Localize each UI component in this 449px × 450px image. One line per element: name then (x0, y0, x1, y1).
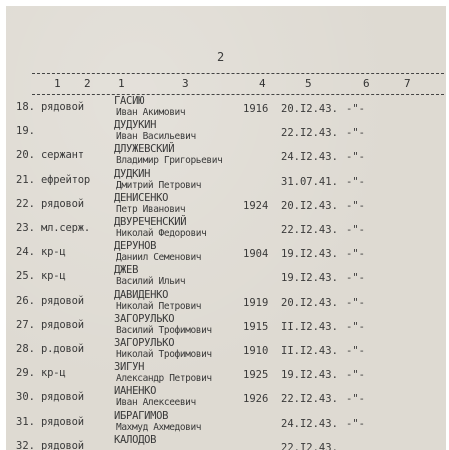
page-number: 2 (217, 50, 225, 64)
header-col-3: 3 (182, 77, 189, 90)
header-col-5: 5 (305, 77, 312, 90)
rank: кр-ц (41, 246, 66, 259)
ditto-mark: -"- (346, 248, 365, 261)
ditto-mark: -"- (346, 151, 365, 164)
birth-year: 1924 (243, 199, 269, 212)
row-number: 19. (16, 125, 35, 138)
rank: рядовой (41, 439, 84, 450)
date: 20.I2.43. (281, 296, 338, 309)
date: 24.I2.43. (281, 151, 338, 164)
rank: рядовой (41, 101, 84, 113)
birth-year: 1910 (243, 345, 269, 357)
surname: ИБРАГИМОВ (114, 409, 169, 422)
date: II.I2.43. (281, 345, 338, 357)
ditto-mark: -"- (346, 127, 365, 140)
header-col-1: 1 (54, 77, 61, 90)
row-number: 25. (16, 270, 35, 283)
ditto-mark: -"- (346, 345, 365, 357)
given-names: Даниил Семенович (116, 252, 202, 264)
ditto-mark: -"- (346, 296, 365, 309)
date: 31.07.41. (281, 175, 338, 188)
surname: ГАСИЮ (114, 95, 145, 107)
row-number: 18. (16, 101, 35, 113)
date: 22.I2.43. (281, 127, 338, 140)
date: 19.I2.43. (281, 369, 338, 382)
rank: рядовой (41, 318, 84, 331)
given-names: Василий Трофимович (116, 324, 212, 336)
ditto-mark: -"- (346, 393, 365, 406)
ditto-mark: -"- (346, 175, 365, 188)
given-names: Петр Иванович (116, 203, 186, 215)
row-number: 27. (16, 318, 35, 331)
date: 22.I2.43. (281, 441, 338, 450)
given-names: Махмуд Ахмедович (116, 421, 202, 433)
given-names: Владимир Григорьевич (116, 155, 223, 167)
row-number: 28. (16, 343, 35, 355)
date: 20.I2.43. (281, 199, 338, 212)
header-col-4: 4 (259, 77, 266, 90)
row-number: 23. (16, 222, 35, 234)
row-number: 20. (16, 149, 35, 162)
surname: ЗАГОРУЛЬКО (114, 337, 175, 349)
surname: ЗАГОРУЛЬКО (114, 312, 175, 325)
surname: ДУДУКИН (114, 119, 157, 132)
surname: ДЛУЖЕВСКИЙ (114, 143, 175, 156)
given-names: Иван Алексеевич (116, 397, 196, 409)
birth-year: 1919 (243, 296, 269, 309)
surname: ДЖЕВ (114, 264, 139, 277)
birth-year: 1915 (243, 320, 269, 333)
ditto-mark: -"- (346, 199, 365, 212)
date: 20.I2.43. (281, 103, 338, 115)
row-number: 29. (16, 367, 35, 380)
ditto-mark: -"- (346, 320, 365, 333)
surname: КАЛОДОВ (114, 433, 157, 446)
rank: мл.серж. (41, 222, 90, 234)
document-page (6, 6, 446, 450)
row-number: 21. (16, 173, 35, 186)
row-number: 26. (16, 294, 35, 307)
given-names: Александр Петрович (116, 373, 212, 385)
given-names: Иван Акимович (116, 107, 186, 118)
table-row (6, 433, 446, 450)
birth-year: 1925 (243, 369, 269, 382)
header-col-7: 7 (404, 77, 411, 90)
surname: ДЕНИСЕНКО (114, 191, 169, 204)
surname: ЗИГУН (114, 361, 145, 374)
birth-year: 1926 (243, 393, 269, 406)
header-col-2: 2 (84, 77, 91, 90)
row-number: 32. (16, 439, 35, 450)
ditto-mark: -"- (346, 272, 365, 285)
row-number: 24. (16, 246, 35, 259)
rank: рядовой (41, 391, 84, 404)
surname: ДВУРЕЧЕНСКИЙ (114, 216, 187, 228)
rank: рядовой (41, 294, 84, 307)
header-col-1b: 1 (118, 77, 125, 90)
row-number: 31. (16, 415, 35, 428)
rank: сержант (41, 149, 84, 162)
date: 24.I2.43. (281, 417, 338, 430)
given-names: Николай Федорович (116, 228, 207, 239)
surname: ИАНЕНКО (114, 385, 157, 398)
date: II.I2.43. (281, 320, 338, 333)
ditto-mark: -"- (346, 369, 365, 382)
table-header (32, 73, 444, 95)
header-col-6: 6 (363, 77, 370, 90)
birth-year: 1904 (243, 248, 269, 261)
ditto-mark: -"- (346, 417, 365, 430)
rank: р.довой (41, 343, 84, 355)
birth-year: 1916 (243, 103, 269, 115)
rank: кр-ц (41, 367, 66, 380)
rank: рядовой (41, 197, 84, 210)
surname: ДЕРУНОВ (114, 240, 157, 253)
date: 22.I2.43. (281, 393, 338, 406)
date: 22.I2.43. (281, 224, 338, 236)
given-names: Иван Васильевич (116, 131, 196, 143)
given-names: Николай Трофимович (116, 349, 212, 360)
surname: ДУДКИН (114, 167, 151, 180)
rank: ефрейтор (41, 173, 90, 186)
surname: ДАВИДЕНКО (114, 288, 169, 301)
rank: кр-ц (41, 270, 66, 283)
row-number: 22. (16, 197, 35, 210)
given-names: Николай Петрович (116, 300, 202, 312)
ditto-mark: -"- (346, 224, 365, 236)
ditto-mark: -"- (346, 103, 365, 115)
row-number: 30. (16, 391, 35, 404)
date: 19.I2.43. (281, 272, 338, 285)
given-names: Василий Ильич (116, 276, 186, 288)
date: 19.I2.43. (281, 248, 338, 261)
rank: рядовой (41, 415, 84, 428)
given-names: Дмитрий Петрович (116, 179, 202, 191)
